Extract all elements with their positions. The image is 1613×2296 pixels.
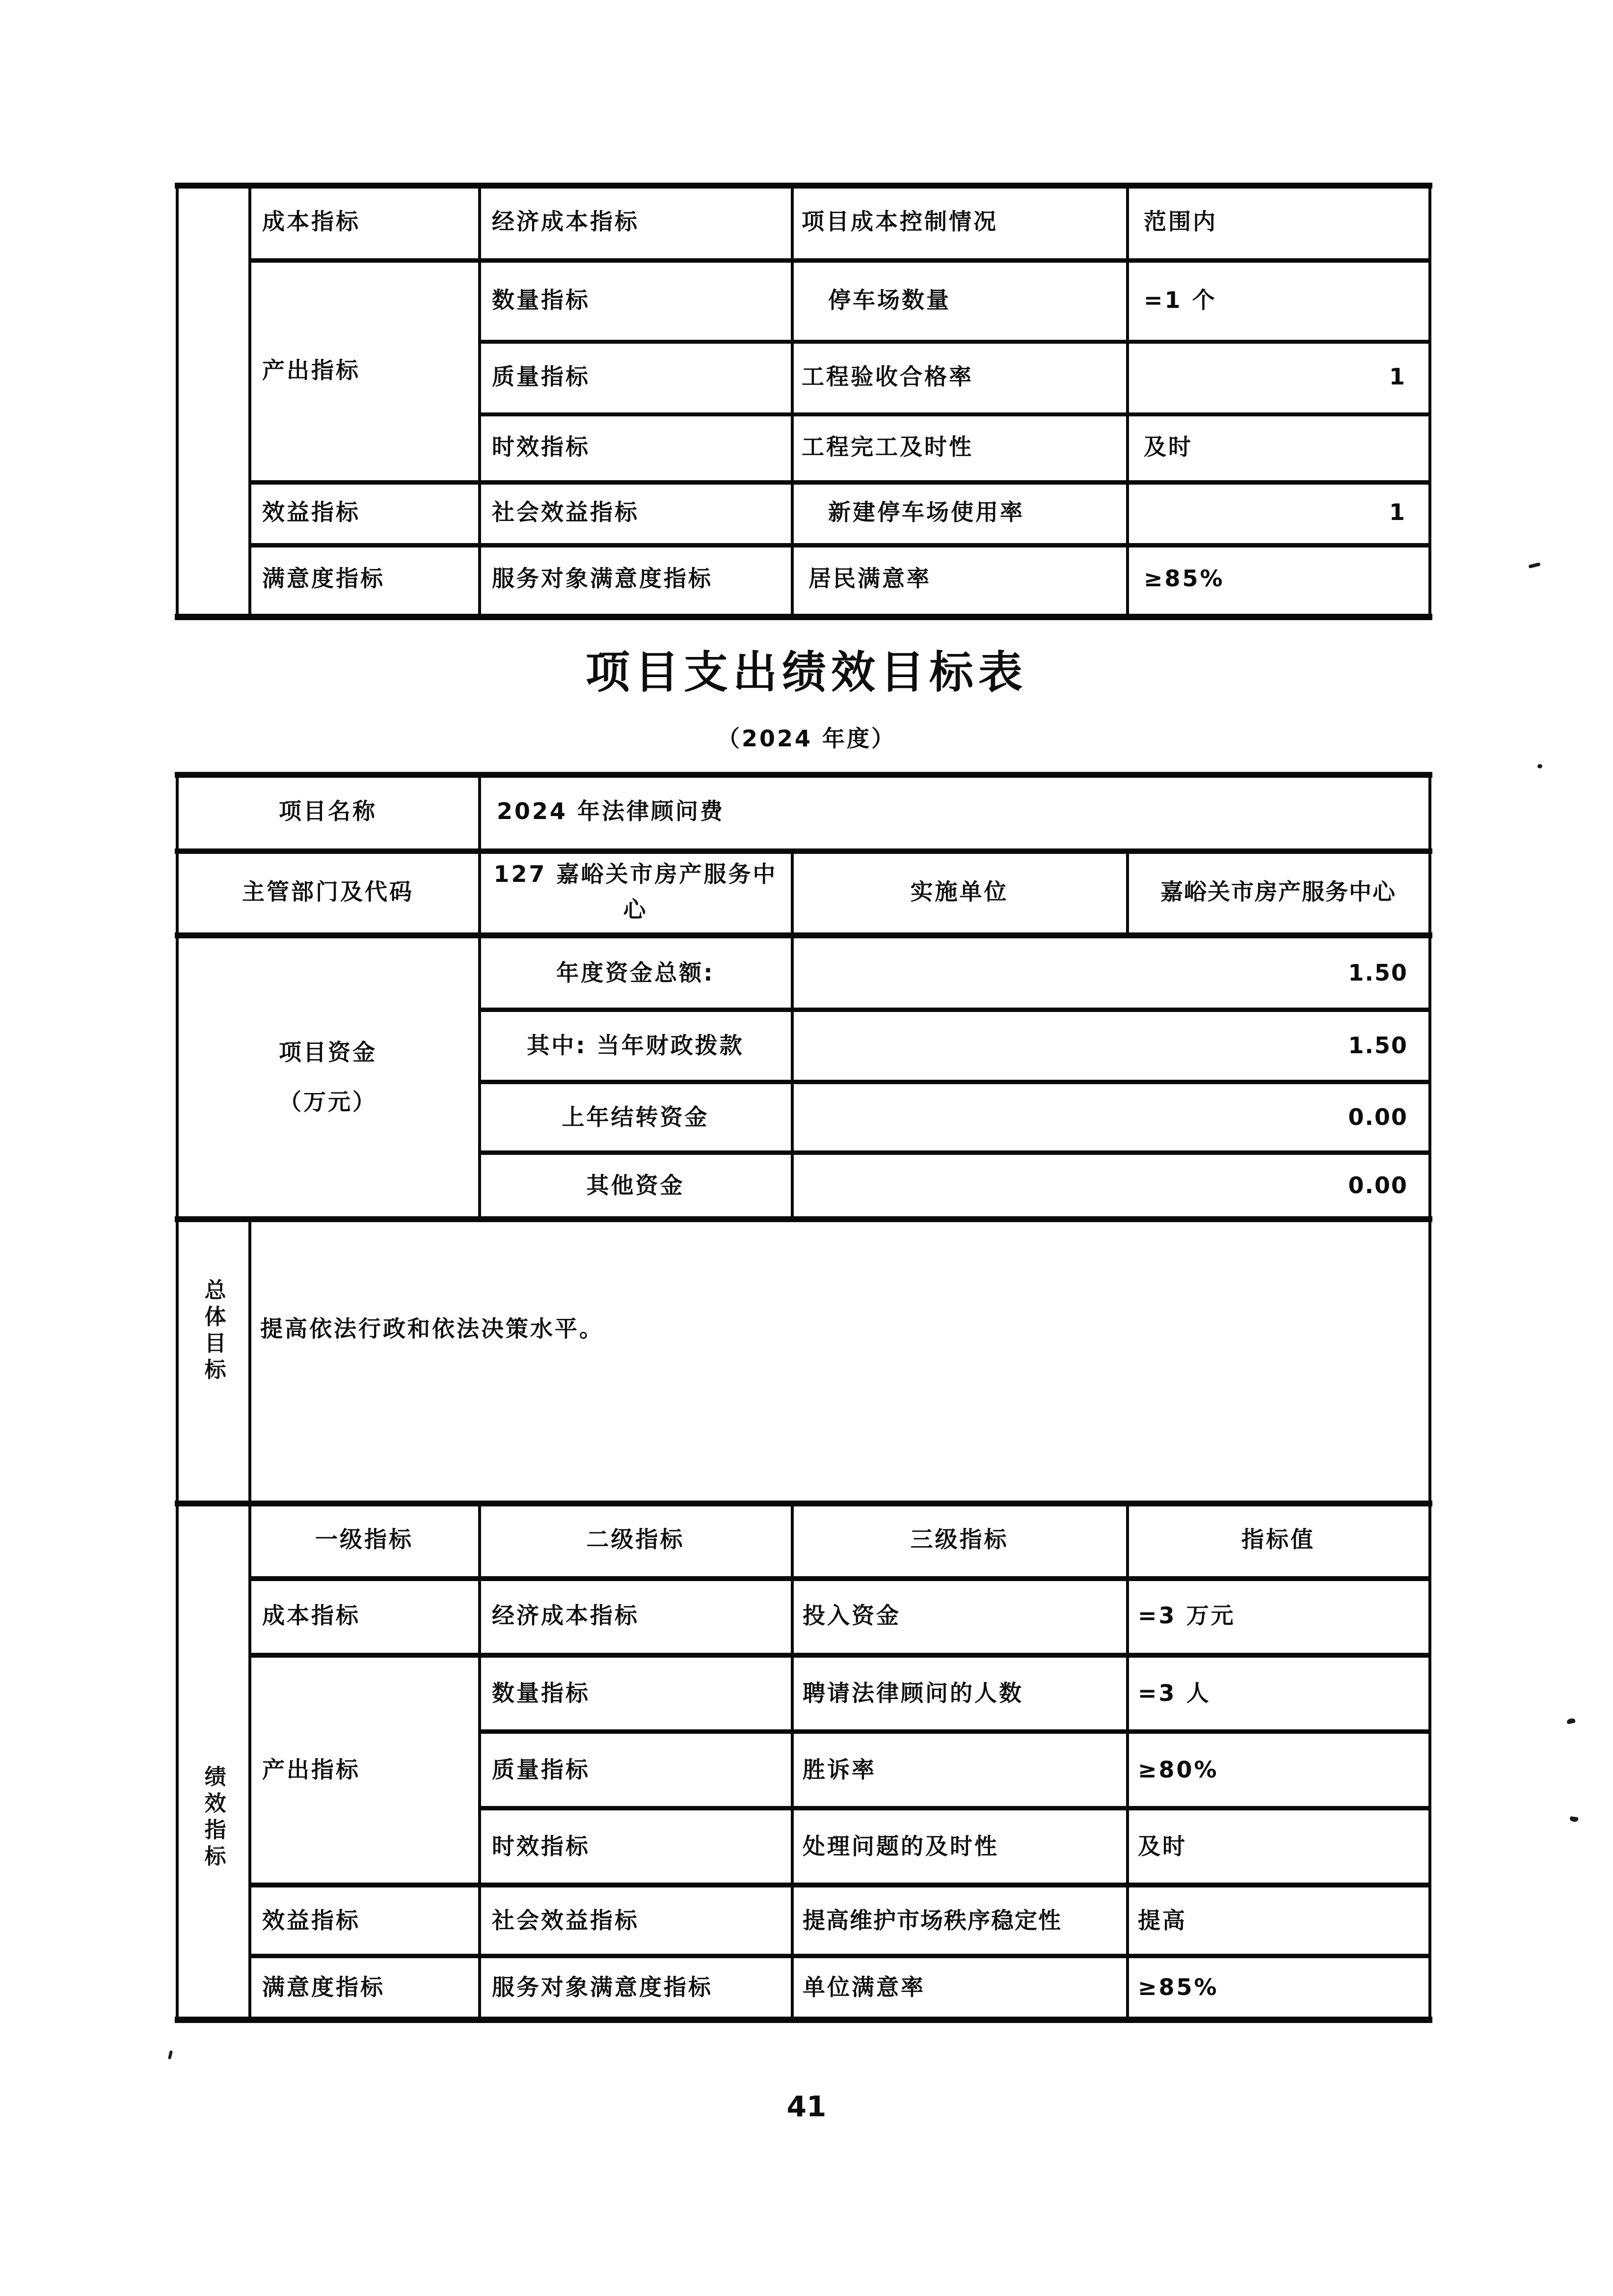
top-table-col-line bbox=[176, 183, 179, 620]
performance-label bbox=[177, 1501, 249, 2023]
performance-label-text: 绩效指标 bbox=[200, 1765, 226, 1871]
indicator-level1: 满意度指标 bbox=[262, 1973, 385, 2000]
indicator-level2: 质量指标 bbox=[492, 1756, 590, 1783]
overall-goal-text: 提高依法行政和依法决策水平。 bbox=[260, 1315, 604, 1342]
indicator-level2: 社会效益指标 bbox=[492, 499, 639, 526]
indicator-level3: 工程完工及时性 bbox=[802, 434, 973, 461]
indicator-level3: 停车场数量 bbox=[828, 287, 951, 314]
indicator-level1: 成本指标 bbox=[262, 208, 360, 235]
implement-unit-label: 实施单位 bbox=[910, 878, 1009, 905]
indicator-level2: 时效指标 bbox=[492, 1832, 590, 1859]
indicator-level1: 效益指标 bbox=[262, 1907, 360, 1934]
page-subtitle: （2024 年度） bbox=[717, 725, 896, 752]
indicator-level3: 居民满意率 bbox=[808, 565, 931, 592]
header-level3: 三级指标 bbox=[910, 1526, 1009, 1553]
indicator-level2: 经济成本指标 bbox=[492, 1602, 639, 1629]
funds-row-label: 其中: 当年财政拨款 bbox=[527, 1032, 744, 1059]
scan-artifact bbox=[1569, 1816, 1578, 1822]
indicator-level2: 时效指标 bbox=[492, 434, 590, 461]
indicator-level1: 产出指标 bbox=[262, 1756, 360, 1783]
project-table-row-line bbox=[479, 1080, 1431, 1084]
project-name-label: 项目名称 bbox=[279, 798, 377, 825]
indicator-level3: 处理问题的及时性 bbox=[803, 1832, 999, 1859]
indicator-level3: 工程验收合格率 bbox=[802, 363, 973, 390]
indicator-value: ≥85% bbox=[1138, 1973, 1219, 2000]
indicator-level1: 效益指标 bbox=[262, 499, 360, 526]
header-level2: 二级指标 bbox=[586, 1526, 685, 1553]
scan-artifact bbox=[1529, 562, 1541, 569]
indicator-level2: 经济成本指标 bbox=[492, 208, 639, 235]
indicator-level2: 数量指标 bbox=[492, 287, 590, 314]
funds-row-value: 0.00 bbox=[1348, 1103, 1408, 1130]
indicator-level1: 满意度指标 bbox=[262, 565, 385, 592]
indicator-level3: 投入资金 bbox=[803, 1602, 901, 1629]
indicator-level1: 产出指标 bbox=[262, 357, 360, 384]
indicator-value: 及时 bbox=[1138, 1832, 1187, 1859]
department-value bbox=[479, 851, 792, 932]
page-number: 41 bbox=[786, 2090, 827, 2123]
indicator-level1: 成本指标 bbox=[262, 1602, 360, 1629]
indicator-value: =1 个 bbox=[1144, 287, 1217, 314]
scan-artifact bbox=[1566, 1718, 1576, 1724]
overall-goal-label bbox=[177, 1216, 249, 1501]
indicator-level3: 胜诉率 bbox=[803, 1756, 876, 1783]
overall-goal-label-text: 总体目标 bbox=[200, 1278, 226, 1385]
header-value: 指标值 bbox=[1241, 1526, 1315, 1553]
department-label: 主管部门及代码 bbox=[242, 878, 414, 905]
indicator-value: 提高 bbox=[1138, 1907, 1187, 1934]
indicator-level3: 单位满意率 bbox=[803, 1973, 925, 2000]
department-value-line2: 心 bbox=[623, 896, 648, 923]
funds-row-label: 上年结转资金 bbox=[562, 1103, 709, 1130]
project-table-row-line bbox=[249, 1883, 1431, 1887]
indicator-value: 1 bbox=[1389, 499, 1407, 526]
funds-row-value: 1.50 bbox=[1348, 959, 1408, 986]
funds-row-label: 年度资金总额: bbox=[556, 959, 715, 986]
indicator-value: =3 万元 bbox=[1138, 1602, 1236, 1629]
indicator-level3: 聘请法律顾问的人数 bbox=[803, 1680, 1023, 1707]
funds-row-label: 其他资金 bbox=[586, 1172, 685, 1199]
indicator-level2: 质量指标 bbox=[492, 363, 590, 390]
indicator-level3: 项目成本控制情况 bbox=[802, 208, 998, 235]
funds-row-value: 0.00 bbox=[1348, 1172, 1408, 1199]
indicator-level2: 社会效益指标 bbox=[492, 1907, 639, 1934]
indicator-value: ≥85% bbox=[1144, 565, 1225, 592]
implement-unit-value: 嘉峪关市房产服务中心 bbox=[1160, 878, 1396, 905]
project-funds-label bbox=[177, 938, 479, 1216]
top-table-border-bottom bbox=[175, 614, 1432, 620]
indicator-value: ≥80% bbox=[1138, 1756, 1219, 1783]
indicator-level3: 提高维护市场秩序稳定性 bbox=[803, 1907, 1062, 1934]
project-table-border-bottom bbox=[175, 2017, 1432, 2023]
project-table-row-line bbox=[249, 1954, 1431, 1958]
indicator-level2: 数量指标 bbox=[492, 1680, 590, 1707]
department-value-line1: 127 嘉峪关市房产服务中 bbox=[493, 861, 778, 888]
indicator-value: 及时 bbox=[1144, 434, 1193, 461]
funds-row-value: 1.50 bbox=[1348, 1032, 1408, 1059]
page-title: 项目支出绩效目标表 bbox=[586, 647, 1027, 698]
project-table-row-line bbox=[249, 1653, 1431, 1658]
project-table-row-line bbox=[479, 1150, 1431, 1155]
indicator-level2: 服务对象满意度指标 bbox=[492, 565, 713, 592]
project-funds-label-line2: （万元） bbox=[279, 1089, 377, 1115]
indicator-value: 范围内 bbox=[1144, 208, 1217, 235]
project-funds-label-line1: 项目资金 bbox=[279, 1039, 377, 1066]
project-table-row-line bbox=[479, 1806, 1431, 1810]
project-name-value: 2024 年法律顾问费 bbox=[497, 798, 725, 825]
project-table-row-line bbox=[479, 1729, 1431, 1734]
scan-artifact bbox=[168, 2050, 173, 2060]
header-level1: 一级指标 bbox=[315, 1526, 413, 1553]
project-table-row-line bbox=[175, 932, 1432, 938]
indicator-value: =3 人 bbox=[1138, 1680, 1211, 1707]
indicator-level3: 新建停车场使用率 bbox=[828, 499, 1024, 526]
project-table-row-line bbox=[479, 1008, 1431, 1012]
indicator-level2: 服务对象满意度指标 bbox=[492, 1973, 713, 2000]
indicator-value: 1 bbox=[1389, 363, 1407, 390]
scan-artifact bbox=[1537, 764, 1542, 768]
